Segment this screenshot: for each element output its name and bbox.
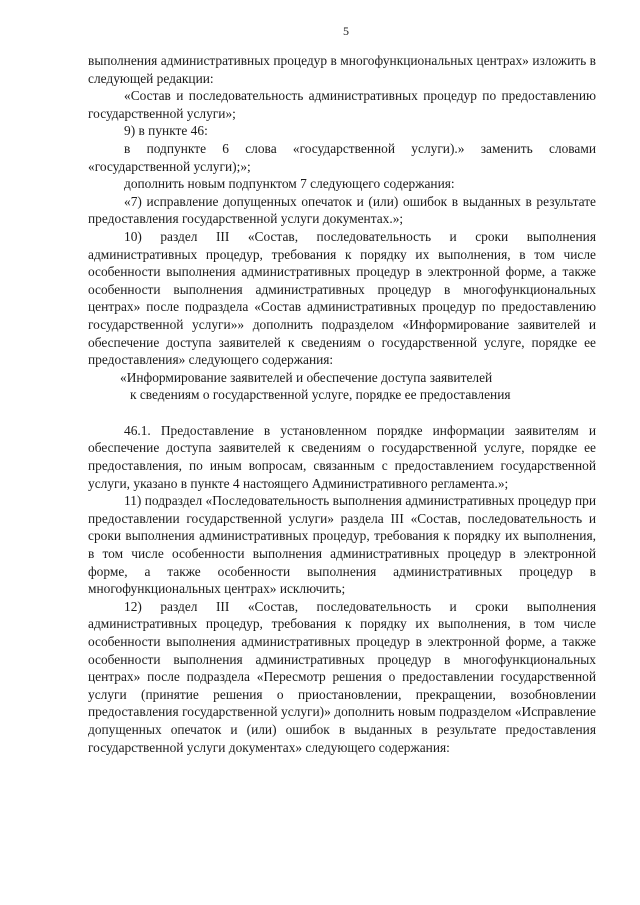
heading-line-2: к сведениям о государственной услуге, порядке ее предоставления bbox=[130, 387, 511, 403]
paragraph-9: 11) подраздел «Последовательность выполнения административных процедур при предоставлении государственной услуги» раздела III «Состав, последовательность и сроки выполнения административных процедур, требования к порядку их выполнения, в том числе особенности выполнения административных процедур в электронной форме, а также особенности выполнения административных процедур в многофункциональных центрах» исключить; bbox=[88, 493, 596, 597]
paragraph-4: в подпункте 6 слова «государственной услуги).» заменить словами «государственной услуги);»; bbox=[88, 140, 596, 174]
paragraph-8: 46.1. Предоставление в установленном порядке информации заявителям и обеспечение доступа заявителей к сведениям о государственной услуге, порядке ее предоставления, по иным вопросам, связанным с предоставлением государственной услуги, указано в пункте 4 настоящего Административного регламента.»; bbox=[88, 422, 596, 491]
page-number: 5 bbox=[343, 24, 349, 38]
spacer bbox=[88, 404, 596, 422]
subsection-heading bbox=[88, 369, 596, 404]
heading-line-1: «Информирование заявителей и обеспечение доступа заявителей bbox=[120, 369, 493, 385]
paragraph-1: выполнения административных процедур в многофункциональных центрах» изложить в следующей редакции: bbox=[88, 53, 596, 86]
paragraph-3: 9) в пункте 46: bbox=[124, 123, 208, 139]
paragraph-7: 10) раздел III «Состав, последовательность и сроки выполнения административных процедур, требования к порядку их выполнения, в том числе особенности выполнения административных процедур в электронной форме, а также особенности выполнения административных процедур в многофункциональных центрах» после подраздела «Состав административных процедур по предоставлению государственной услуги»» дополнить подразделом «Информирование заявителей и обеспечение доступа заявителей к сведениям о государственной услуге, порядке ее предоставления» следующего содержания: bbox=[88, 228, 596, 368]
paragraph-2: «Состав и последовательность административных процедур по предоставлению государственной услуги»; bbox=[88, 88, 596, 121]
paragraph-10: 12) раздел III «Состав, последовательность и сроки выполнения административных процедур, требования к порядку их выполнения, в том числе особенности выполнения административных процедур в электронной форме, а также особенности выполнения административных процедур в многофункциональных центрах» после подраздела «Пересмотр решения о предоставлении государственной услуги (принятие решения о приостановлении, прекращении, возобновлении предоставления государственной услуги)» дополнить новым подразделом «Исправление допущенных опечаток и (или) ошибок в выданных в результате предоставления государственной услуги документах» следующего содержания: bbox=[88, 598, 596, 755]
paragraph-6: «7) исправление допущенных опечаток и (или) ошибок в выданных в результате предоставления государственной услуги документах.»; bbox=[88, 193, 596, 227]
paragraph-5: дополнить новым подпунктом 7 следующего содержания: bbox=[124, 176, 455, 192]
